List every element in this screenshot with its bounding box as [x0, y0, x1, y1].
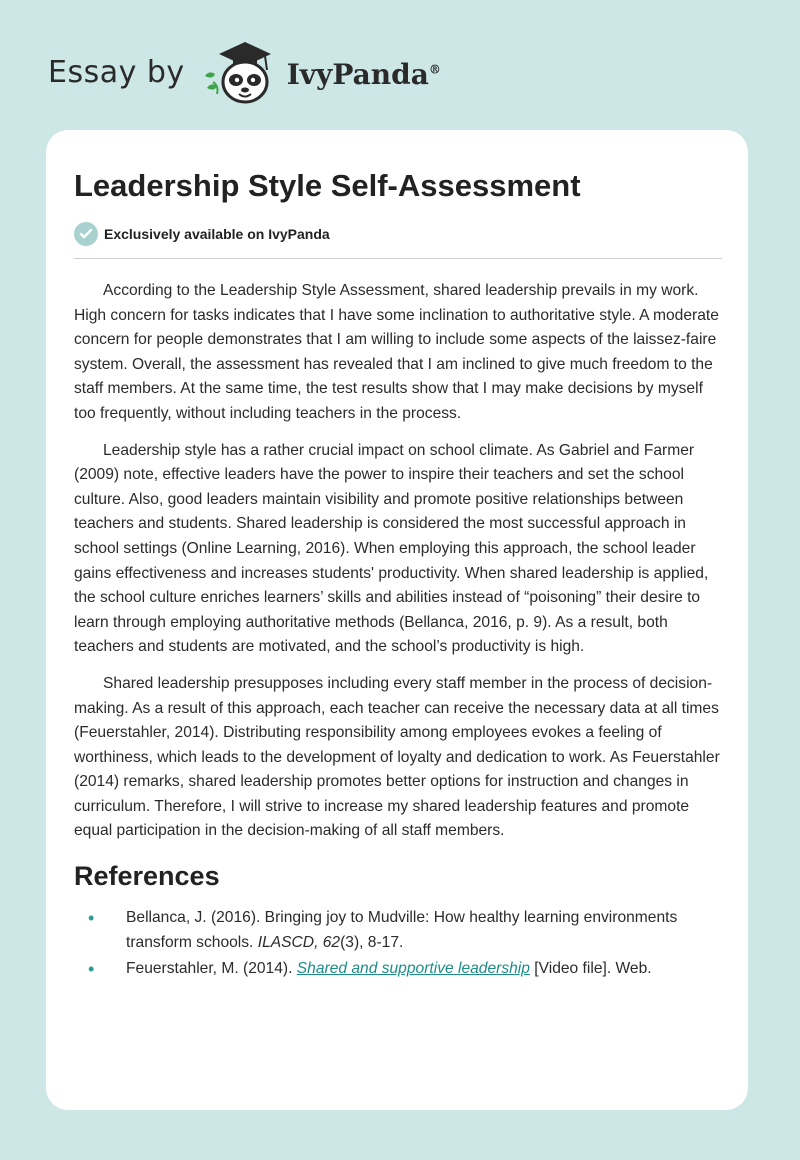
references-list	[74, 906, 722, 982]
divider	[74, 258, 722, 259]
reference-text-end: (3), 8-17.	[340, 933, 404, 951]
panda-graduate-logo-icon	[199, 36, 283, 108]
brand-header	[48, 36, 441, 108]
brand-name	[287, 58, 441, 91]
brand-prefix: Essay by	[48, 54, 185, 90]
reference-item	[74, 906, 722, 955]
exclusive-label: Exclusively available on IvyPanda	[104, 226, 330, 242]
reference-text: Bellanca, J. (2016). Bringing joy to Mudville: How healthy learning environments transform schools.	[126, 909, 678, 951]
exclusive-badge	[74, 222, 722, 246]
references-heading: References	[74, 861, 220, 892]
reference-text-end: [Video file]. Web.	[529, 960, 652, 978]
reference-item	[74, 957, 722, 982]
reference-link[interactable]: Shared and supportive leadership	[296, 960, 530, 978]
essay-body	[74, 279, 722, 844]
essay-content	[74, 130, 722, 984]
essay-card	[46, 130, 748, 1110]
bullet-icon: •	[88, 908, 95, 929]
check-badge-icon	[74, 222, 98, 246]
reference-journal: ILASCD, 62	[257, 933, 341, 951]
paragraph: According to the Leadership Style Assessment, shared leadership prevails in my work. High concern for tasks indicates that I have some inclination to authoritative style. A moderate concern for people demonstrates that I am willing to include some aspects of the laissez-faire system. Overall, the assessment has revealed that I am inclined to give much freedom to the staff members. At the same time, the test results show that I may make decisions by myself too frequently, without including teachers in the process.	[74, 282, 719, 422]
paragraph: Leadership style has a rather crucial impact on school climate. As Gabriel and Farmer (2009) note, effective leaders have the power to inspire their teachers and set the school culture. Also, good leaders maintain visibility and promote positive relationships between teachers and students. Shared leadership is considered the most successful approach in school settings (Online Learning, 2016). When employing this approach, the school leader gains effectiveness and increases students' productivity. When shared leadership is applied, the school culture enriches learners’ skills and abilities instead of “poisoning” their desire to learn through employing authoritative methods (Bellanca, 2016, p. 9). As a result, both teachers and students are motivated, and the school’s productivity is high.	[74, 441, 709, 656]
reference-text: Feuerstahler, M. (2014).	[126, 960, 297, 978]
brand-name-text: IvyPanda	[286, 57, 429, 91]
bullet-icon: •	[88, 959, 95, 980]
page-title: Leadership Style Self-Assessment	[74, 168, 581, 203]
paragraph: Shared leadership presupposes including every staff member in the process of decision-making. As a result of this approach, each teacher can receive the necessary data at all times (Feuerstahler, 2014). Distributing responsibility among employees evokes a feeling of worthiness, which leads to the development of loyalty and dedication to work. As Feuerstahler (2014) remarks, shared leadership promotes better options for instruction and changes in curriculum. Therefore, I will strive to increase my shared leadership features and promote equal participation in the decision-making of all staff members.	[74, 674, 720, 840]
registered-mark: ®	[428, 62, 441, 77]
